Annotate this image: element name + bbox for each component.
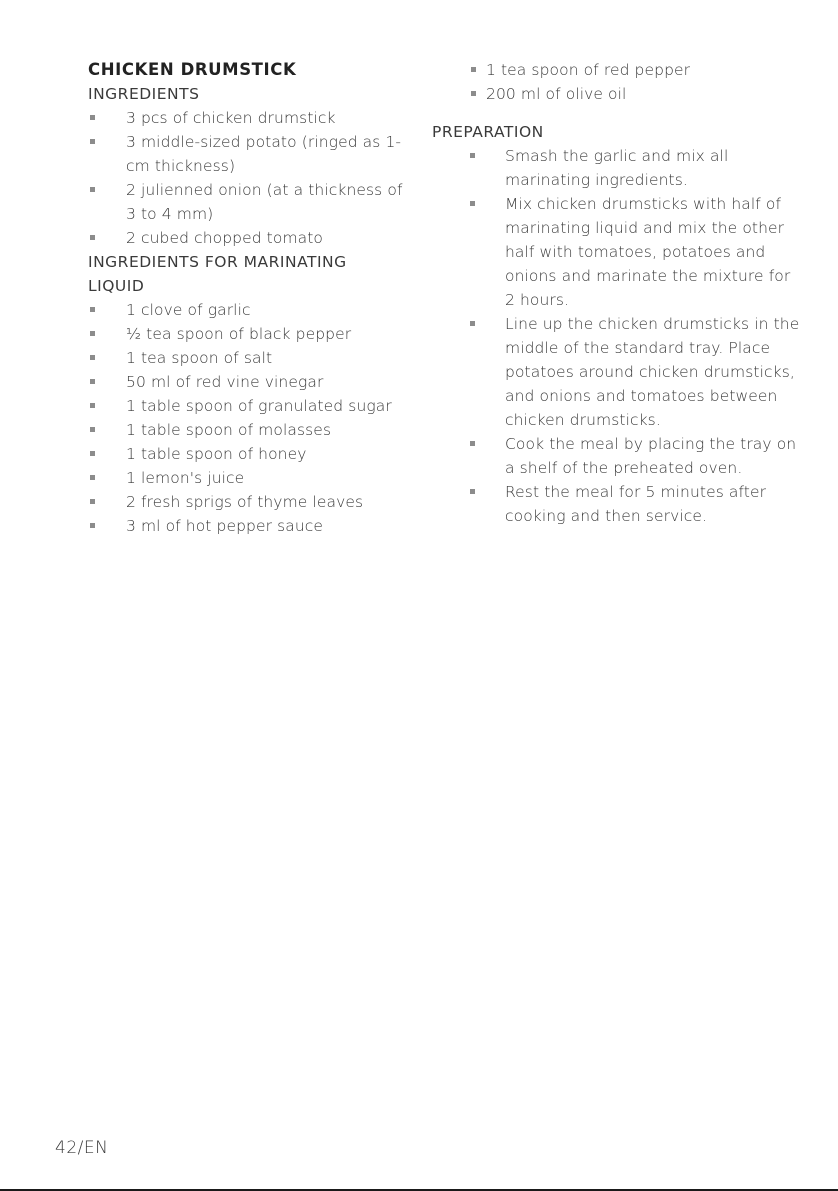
list-item: 50 ml of red vine vinegar <box>88 370 408 394</box>
list-item: ½ tea spoon of black pepper <box>88 322 408 346</box>
list-item: Cook the meal by placing the tray on a shelf of the preheated oven. <box>432 432 802 480</box>
right-column <box>432 58 802 528</box>
list-item: 200 ml of olive oil <box>432 82 802 106</box>
list-item: Mix chicken drumsticks with half of marinating liquid and mix the other half with tomatoes, potatoes and onions and marinate the mixture for 2 hours. <box>432 192 802 312</box>
list-item: 1 lemon's juice <box>88 466 408 490</box>
marinating-heading: INGREDIENTS FOR MARINATING LIQUID <box>88 253 347 295</box>
list-item: 3 pcs of chicken drumstick <box>88 106 408 130</box>
list-item: 2 fresh sprigs of thyme leaves <box>88 490 408 514</box>
preparation-heading: PREPARATION <box>432 123 544 141</box>
list-item: Rest the meal for 5 minutes after cooking and then service. <box>432 480 802 528</box>
preparation-list <box>432 144 802 528</box>
page-number: 42/EN <box>55 1138 109 1158</box>
list-item: 1 clove of garlic <box>88 298 408 322</box>
marinating-list <box>88 298 408 538</box>
marinating-list-continued <box>432 58 802 106</box>
list-item: 1 table spoon of granulated sugar <box>88 394 408 418</box>
list-item: 1 table spoon of molasses <box>88 418 408 442</box>
list-item: 3 middle-sized potato (ringed as 1-cm thickness) <box>88 130 408 178</box>
list-item: 1 table spoon of honey <box>88 442 408 466</box>
list-item: Line up the chicken drumsticks in the middle of the standard tray. Place potatoes around chicken drumsticks, and onions and tomatoes between chicken drumsticks. <box>432 312 802 432</box>
ingredients-heading: INGREDIENTS <box>88 85 200 103</box>
ingredients-list <box>88 106 408 250</box>
list-item: 2 julienned onion (at a thickness of 3 to 4 mm) <box>88 178 408 226</box>
list-item: 1 tea spoon of red pepper <box>432 58 802 82</box>
list-item: 2 cubed chopped tomato <box>88 226 408 250</box>
list-item: Smash the garlic and mix all marinating ingredients. <box>432 144 802 192</box>
recipe-title: CHICKEN DRUMSTICK <box>88 60 297 79</box>
left-column <box>88 58 408 538</box>
list-item: 1 tea spoon of salt <box>88 346 408 370</box>
list-item: 3 ml of hot pepper sauce <box>88 514 408 538</box>
